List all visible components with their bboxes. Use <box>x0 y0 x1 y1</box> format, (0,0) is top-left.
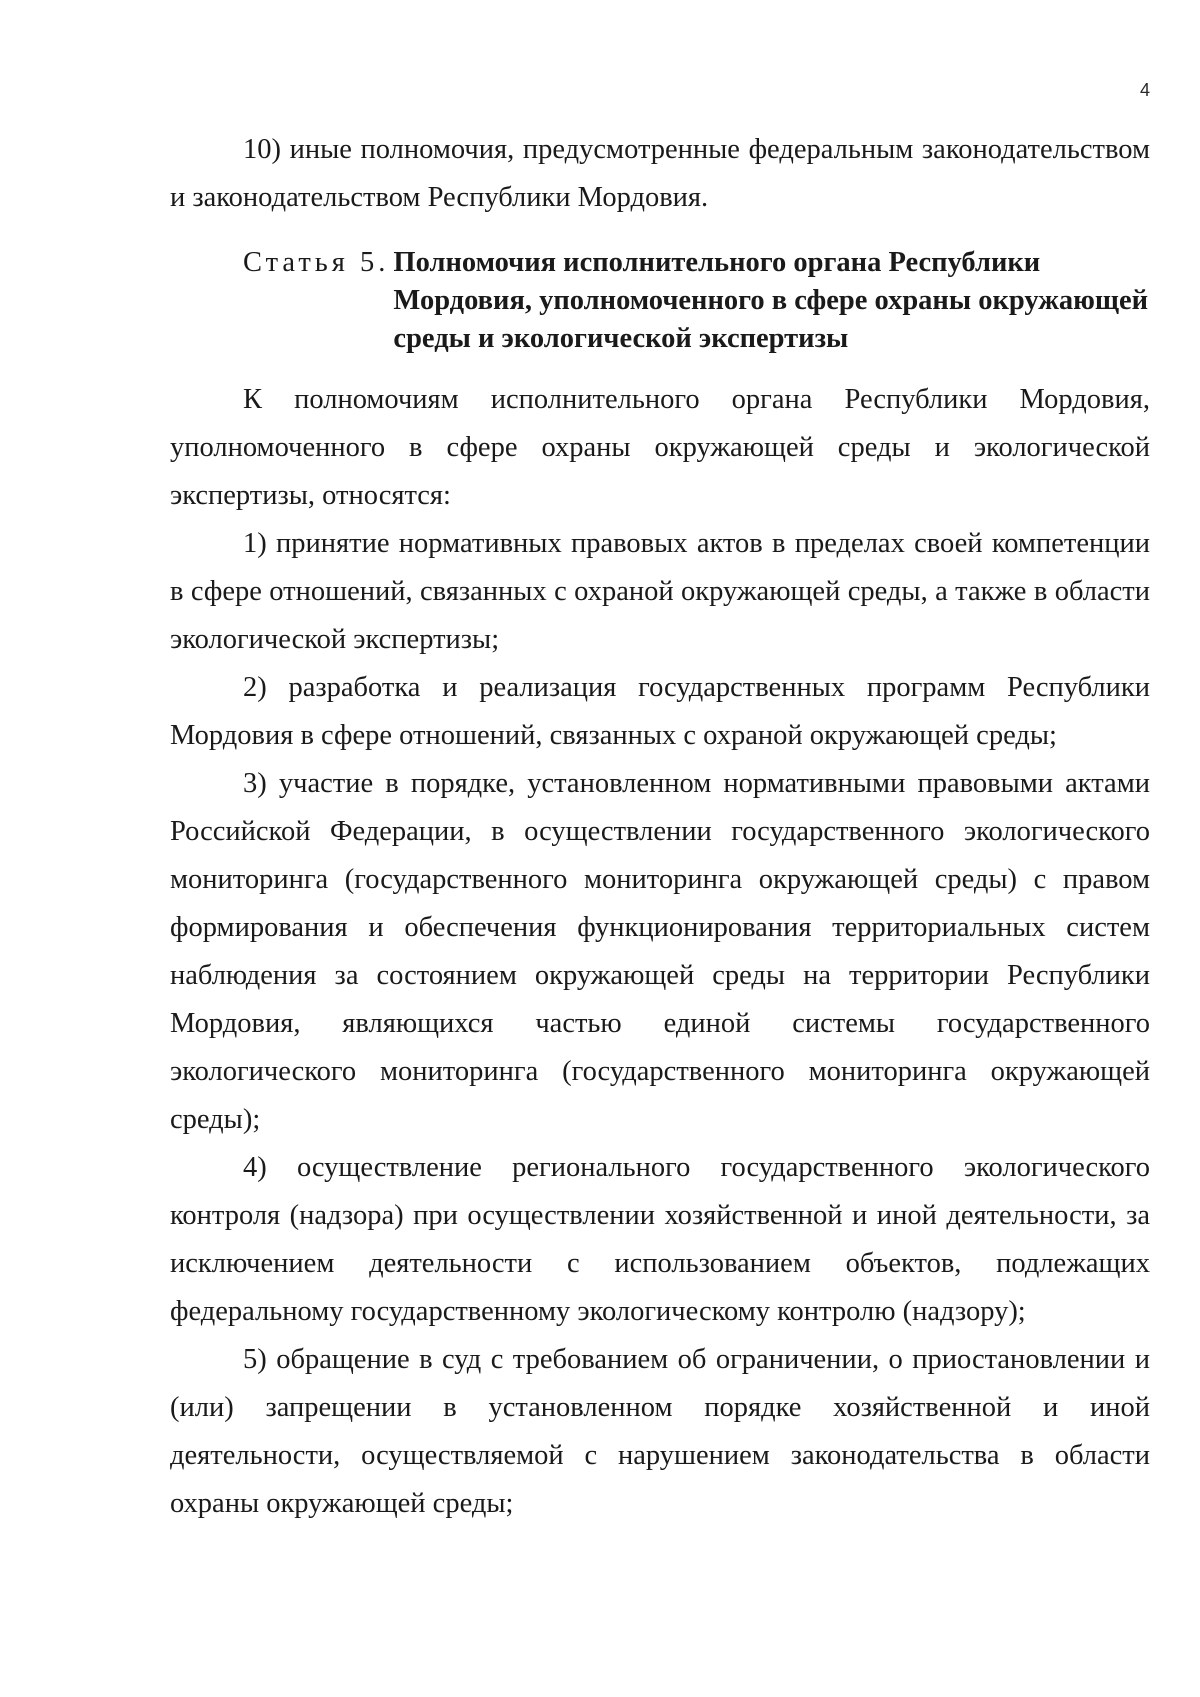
page-number: 4 <box>1140 80 1151 100</box>
paragraph-item-5: 5) обращение в суд с требованием об ограничении, о приостановлении и (или) запрещении в установленном порядке хозяйственной и иной деятельности, осуществляемой с нарушением законодательства в области охраны окружающей среды; <box>170 1344 1150 1519</box>
paragraph-item-4: 4) осуществление регионального государственного экологического контроля (надзора) при осуществлении хозяйственной и иной деятельности, за исключением деятельности с использованием объектов, подлежащих федеральному государственному экологическому контролю (надзору); <box>170 1152 1150 1327</box>
article-title: Полномочия исполнительного органа Республики Мордовия, уполномоченного в сфере охраны окружающей среды и экологической экспертизы <box>393 247 1149 354</box>
document-body <box>170 126 1150 1528</box>
paragraph-item-2: 2) разработка и реализация государственных программ Республики Мордовия в сфере отношений, связанных с охраной окружающей среды; <box>170 672 1150 751</box>
paragraph-item-3: 3) участие в порядке, установленном нормативными правовыми актами Российской Федерации, в осуществлении государственного экологического мониторинга (государственного мониторинга окружающей среды) с правом формирования и обеспечения функционирования территориальных систем наблюдения за состоянием окружающей среды на территории Республики Мордовия, являющихся частью единой системы государственного экологического мониторинга (государственного мониторинга окружающей среды); <box>170 768 1150 1135</box>
article-label: Статья 5. <box>243 247 390 278</box>
paragraph-item-1: 1) принятие нормативных правовых актов в пределах своей компетенции в сфере отношений, связанных с охраной окружающей среды, а также в области экологической экспертизы; <box>170 528 1150 655</box>
paragraph-intro: К полномочиям исполнительного органа Республики Мордовия, уполномоченного в сфере охраны окружающей среды и экологической экспертизы, относятся: <box>170 384 1150 511</box>
article-heading <box>170 244 1150 358</box>
paragraph-item-10: 10) иные полномочия, предусмотренные федеральным законодательством и законодательством Республики Мордовия. <box>170 134 1150 213</box>
